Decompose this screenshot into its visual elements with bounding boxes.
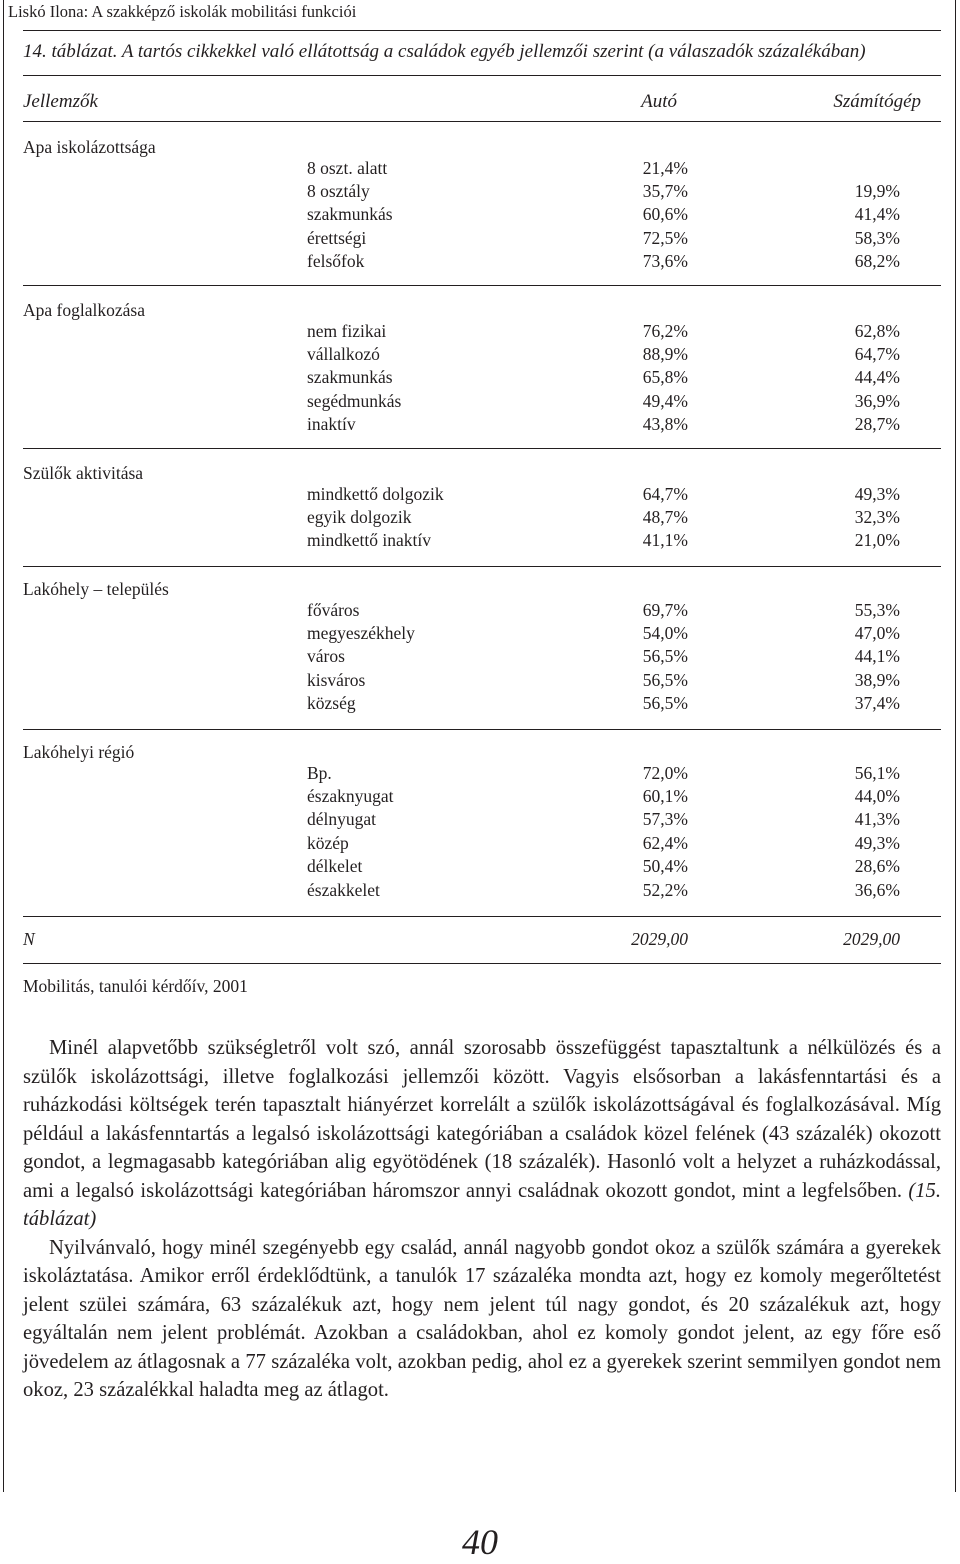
- table-row: [0, 785, 960, 808]
- group-label: Lakóhely – település: [23, 579, 169, 599]
- row-computer-value: 36,6%: [854, 879, 900, 900]
- paragraph-2: Nyilvánvaló, hogy minél szegényebb egy család, annál nagyobb gondot okoz a szülők számára a gyerekek iskoláztatása. Amikor erről érdeklődtünk, a tanulók 17 százaléka mondta azt, hogy ez komoly megerőltetést jelent szülei számára, 63 százalékuk azt, hogy nem jelent túl nagy gondot, és 20 százalékuk azt, hogy egyáltalán nem jelent problémát. Azokban a családokban, ahol ez komoly gondot jelent, az egy főre eső jövedelem az átlagosnak a 77 százaléka volt, azokban pedig, ahol ez a gyerekek szerint semmilyen gondot nem okoz, 23 százalékkal haladta meg az átlagot.: [23, 1236, 941, 1401]
- row-auto-value: 56,5%: [642, 646, 688, 667]
- row-auto-value: 21,4%: [642, 157, 688, 178]
- row-computer-value: 62,8%: [854, 320, 900, 341]
- row-category: mindkettő dolgozik: [307, 483, 444, 504]
- row-computer-value: 44,0%: [854, 785, 900, 806]
- row-computer-value: 55,3%: [854, 599, 900, 620]
- row-category: szakmunkás: [307, 204, 393, 225]
- row-auto-value: 48,7%: [642, 506, 688, 527]
- row-category: megyeszékhely: [307, 622, 415, 643]
- group-separator-rule: [23, 729, 941, 730]
- table-row: [0, 692, 960, 715]
- row-computer-value: 41,3%: [854, 809, 900, 830]
- n-computer: 2029,00: [843, 929, 900, 949]
- row-auto-value: 56,5%: [642, 693, 688, 714]
- table-row: [0, 762, 960, 785]
- running-head: Liskó Ilona: A szakképző iskolák mobilitási funkciói: [8, 2, 357, 21]
- row-auto-value: 76,2%: [642, 320, 688, 341]
- row-computer-value: 41,4%: [854, 204, 900, 225]
- group-label: Lakóhelyi régió: [23, 742, 135, 762]
- body-text: [23, 1034, 941, 1405]
- row-category: északnyugat: [307, 785, 394, 806]
- row-category: északkelet: [307, 879, 380, 900]
- row-category: felsőfok: [307, 251, 365, 272]
- table-row: [0, 879, 960, 902]
- header-rule: [23, 121, 941, 122]
- table-row: [0, 366, 960, 389]
- row-auto-value: 88,9%: [642, 343, 688, 364]
- header-feature: Jellemzők: [23, 91, 98, 112]
- row-category: főváros: [307, 599, 360, 620]
- row-category: inaktív: [307, 414, 356, 435]
- row-category: község: [307, 693, 356, 714]
- row-auto-value: 43,8%: [642, 414, 688, 435]
- row-computer-value: 44,1%: [854, 646, 900, 667]
- row-computer-value: 64,7%: [854, 343, 900, 364]
- row-auto-value: 56,5%: [642, 669, 688, 690]
- row-computer-value: 36,9%: [854, 390, 900, 411]
- row-category: mindkettő inaktív: [307, 530, 431, 551]
- row-computer-value: 28,6%: [854, 856, 900, 877]
- row-computer-value: 47,0%: [854, 622, 900, 643]
- row-auto-value: 64,7%: [642, 483, 688, 504]
- row-computer-value: 37,4%: [854, 693, 900, 714]
- table-row: [0, 320, 960, 343]
- row-category: egyik dolgozik: [307, 506, 412, 527]
- row-category: érettségi: [307, 227, 367, 248]
- row-category: segédmunkás: [307, 390, 402, 411]
- row-auto-value: 41,1%: [642, 530, 688, 551]
- table-row: [0, 622, 960, 645]
- row-auto-value: 69,7%: [642, 599, 688, 620]
- group-separator-rule: [23, 566, 941, 567]
- row-computer-value: 44,4%: [854, 367, 900, 388]
- row-computer-value: 68,2%: [854, 251, 900, 272]
- row-auto-value: 73,6%: [642, 251, 688, 272]
- paragraph-1-text: Minél alapvetőbb szükségletről volt szó, annál szorosabb összefüggést tapasztaltunk a nélkülözés és a szülők iskolázottsági, illetve foglalkozási jellemzői között. Vagyis elsősorban a lakásfenntartási és a ruházkodási költségek terén tapasztalt hiányérzet korrelált a szülők iskolázottságával és foglalkozásával. Míg például a lakásfenntartás a legalsó iskolázottsági kategóriában a családok közel felének (43 százalék) okozott gondot, a legmagasabb kategóriában alig egyötödének (18 százalék). Hasonló volt a helyzet a ruházkodással, ami a legalsó iskolázottsági kategóriában háromszor annyi családnak okozott gondot, mint a legfelsőben.: [23, 1037, 941, 1202]
- table-row: [0, 599, 960, 622]
- table-row: [0, 390, 960, 413]
- row-computer-value: 49,3%: [854, 832, 900, 853]
- row-auto-value: 72,0%: [642, 762, 688, 783]
- row-category: 8 oszt. alatt: [307, 157, 388, 178]
- row-category: vállalkozó: [307, 343, 380, 364]
- row-computer-value: 32,3%: [854, 506, 900, 527]
- table-bottom-rule: [23, 963, 941, 964]
- row-category: nem fizikai: [307, 320, 387, 341]
- group-label: Szülők aktivitása: [23, 463, 144, 483]
- group-label: Apa iskolázottsága: [23, 137, 156, 157]
- table-row: [0, 808, 960, 831]
- row-auto-value: 60,6%: [642, 204, 688, 225]
- row-computer-value: 28,7%: [854, 414, 900, 435]
- n-auto: 2029,00: [631, 929, 688, 949]
- n-row-rule: [23, 916, 941, 917]
- row-computer-value: 21,0%: [854, 530, 900, 551]
- table-row: [0, 203, 960, 226]
- table-row: [0, 180, 960, 203]
- header-auto: Autó: [641, 91, 677, 112]
- row-computer-value: 56,1%: [854, 762, 900, 783]
- table-top-rule: [23, 30, 941, 31]
- row-auto-value: 35,7%: [642, 180, 688, 201]
- table-source: Mobilitás, tanulói kérdőív, 2001: [23, 976, 248, 996]
- table-row: [0, 413, 960, 436]
- row-category: délnyugat: [307, 809, 377, 830]
- group-separator-rule: [23, 285, 941, 286]
- row-computer-value: 58,3%: [854, 227, 900, 248]
- row-computer-value: 19,9%: [854, 180, 900, 201]
- row-auto-value: 65,8%: [642, 367, 688, 388]
- row-category: kisváros: [307, 669, 366, 690]
- header-computer: Számítógép: [833, 91, 921, 112]
- row-category: 8 osztály: [307, 180, 370, 201]
- row-auto-value: 60,1%: [642, 785, 688, 806]
- table-row: [0, 529, 960, 552]
- row-auto-value: 72,5%: [642, 227, 688, 248]
- table-caption: 14. táblázat. A tartós cikkekkel való ellátottság a családok egyéb jellemzői szerint (a válaszadók százalékában): [23, 41, 866, 62]
- n-label: N: [23, 929, 35, 949]
- table-row: [0, 250, 960, 273]
- caption-rule: [23, 75, 941, 76]
- row-category: Bp.: [307, 762, 332, 783]
- row-computer-value: 38,9%: [854, 669, 900, 690]
- row-auto-value: 54,0%: [642, 622, 688, 643]
- table-row: [0, 157, 960, 180]
- row-category: szakmunkás: [307, 367, 393, 388]
- row-auto-value: 62,4%: [642, 832, 688, 853]
- row-auto-value: 52,2%: [642, 879, 688, 900]
- table-row: [0, 343, 960, 366]
- row-computer-value: 49,3%: [854, 483, 900, 504]
- row-category: város: [307, 646, 345, 667]
- page-number: 40: [462, 1522, 498, 1562]
- table-row: [0, 645, 960, 668]
- row-auto-value: 49,4%: [642, 390, 688, 411]
- table-row: [0, 483, 960, 506]
- table-row: [0, 227, 960, 250]
- row-category: délkelet: [307, 856, 363, 877]
- row-category: közép: [307, 832, 349, 853]
- table-reference: (15. táblázat): [23, 1179, 942, 1230]
- table-row: [0, 832, 960, 855]
- paragraph-1: [23, 1034, 941, 1234]
- table-row: [0, 669, 960, 692]
- row-auto-value: 57,3%: [642, 809, 688, 830]
- table-row: [0, 506, 960, 529]
- row-auto-value: 50,4%: [642, 856, 688, 877]
- group-separator-rule: [23, 448, 941, 449]
- table-row: [0, 855, 960, 878]
- group-label: Apa foglalkozása: [23, 300, 145, 320]
